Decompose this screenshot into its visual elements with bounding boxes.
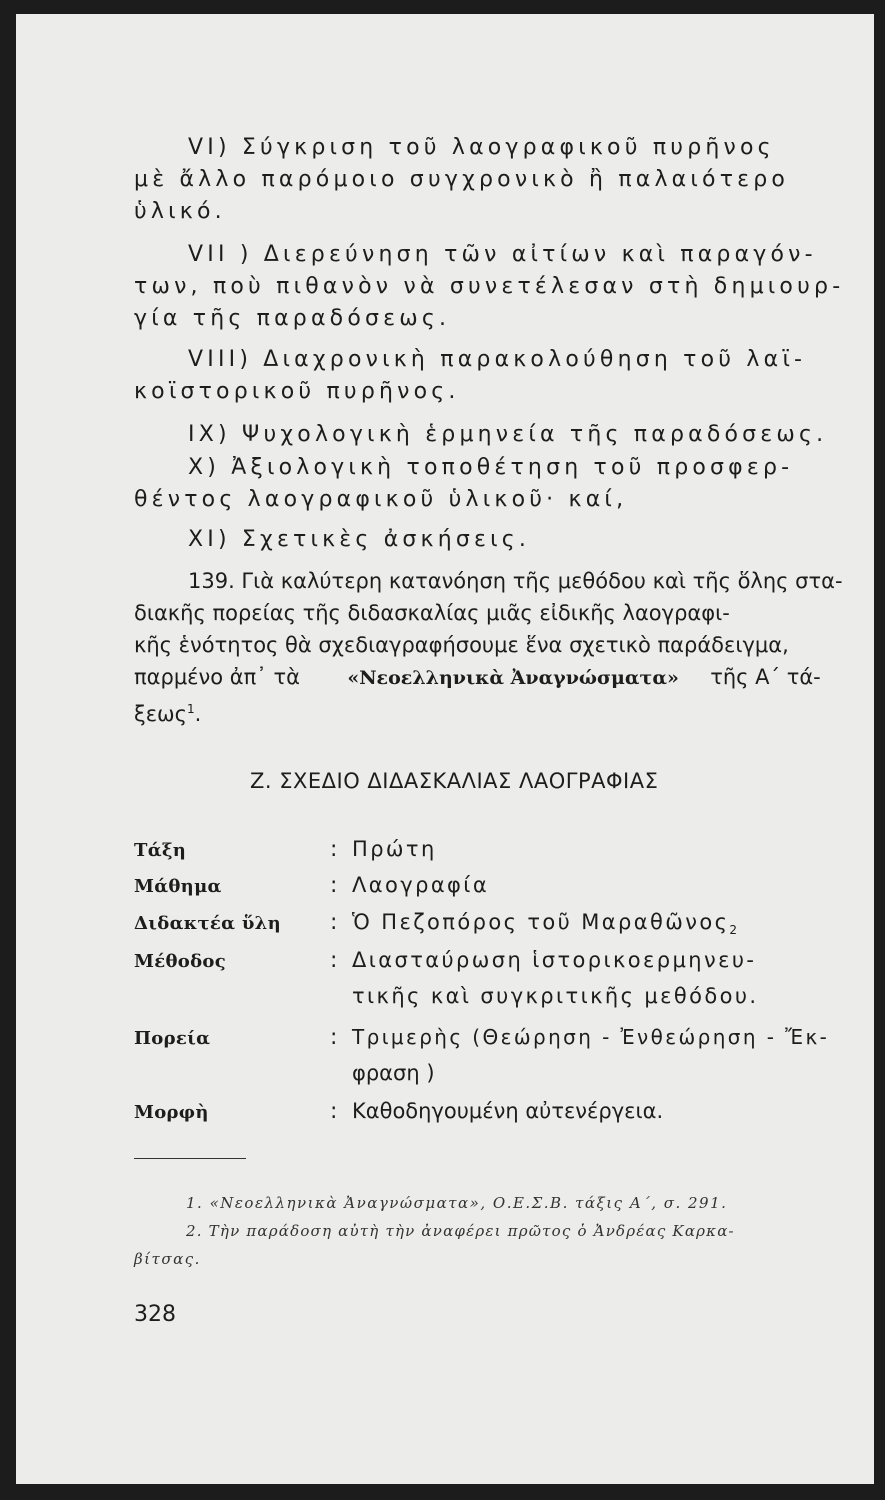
footnote-2-line2: βίτσας.	[134, 1250, 201, 1268]
section-heading: Ζ. ΣΧΕΔΙΟ ΔΙΔΑΣΚΑΛΙΑΣ ΛΑΟΓΡΑΦΙΑΣ	[250, 769, 659, 793]
colon: :	[330, 948, 338, 973]
p139-line4-end: τῆς Α΄ τά-	[710, 665, 821, 689]
footnote-ref-1: 1	[186, 702, 195, 716]
item-ix-line1: IX) Ψυχολογικὴ ἑρμηνεία τῆς παραδόσεως.	[188, 422, 828, 447]
item-x-line2: θέντος λαογραφικοῦ ὑλικοῦ· καί,	[134, 487, 628, 512]
p139-line4-start: παρμένο ἀπ᾽ τὰ	[134, 665, 300, 689]
colon: :	[330, 873, 338, 898]
value-course-line1: Τριμερὴς (Θεώρηση - Ἐνθεώρηση - Ἔκ-	[352, 1025, 830, 1049]
footnote-1: 1. «Νεοελληνικὰ Ἀναγνώσματα», Ο.Ε.Σ.Β. τάξις Α΄, σ. 291.	[186, 1194, 728, 1212]
value-subject: Λαογραφία	[352, 873, 490, 897]
item-vi-line1: VI) Σύγκριση τοῦ λαογραφικοῦ πυρῆνος	[188, 135, 775, 160]
value-course-line2: φραση )	[352, 1061, 435, 1085]
footnote-2-line1: 2. Τὴν παράδοση αὐτὴ τὴν ἀναφέρει πρῶτος ὁ Ἀνδρέας Καρκα-	[186, 1222, 735, 1240]
p139-line5-end: .	[194, 702, 202, 726]
item-xi-line1: XI) Σχετικὲς ἀσκήσεις.	[188, 527, 531, 552]
book-title-reference: «Νεοελληνικὰ Ἀναγνώσματα»	[347, 667, 679, 689]
p139-line1: 139. Γιὰ καλύτερη κατανόηση τῆς μεθόδου καὶ τῆς ὅλης στα-	[188, 569, 843, 593]
label-method: Μέθοδος	[134, 951, 226, 972]
colon: :	[330, 1025, 338, 1050]
label-material: Διδακτέα ὕλη	[134, 913, 281, 934]
p139-line3: κῆς ἑνότητος θὰ σχεδιαγραφήσουμε ἕνα σχετικὸ παράδειγμα,	[134, 633, 789, 657]
footnote-ref-2: 2	[729, 923, 740, 938]
page-number: 328	[134, 1302, 176, 1327]
value-material-text: Ὁ Πεζοπόρος τοῦ Μαραθῶνος	[352, 910, 730, 934]
value-form: Καθοδηγουμένη αὐτενέργεια.	[352, 1099, 664, 1123]
value-method-line2: τικῆς καὶ συγκριτικῆς μεθόδου.	[352, 984, 759, 1008]
item-vi-line2: μὲ ἄλλο παρόμοιο συγχρονικὸ ἢ παλαιότερο	[134, 167, 790, 192]
value-class: Πρώτη	[352, 837, 437, 861]
p139-line4	[134, 662, 821, 693]
label-form: Μορφὴ	[134, 1102, 209, 1123]
colon: :	[330, 910, 338, 935]
item-vii-line2: των, ποὺ πιθανὸν νὰ συνετέλεσαν στὴ δημιουρ-	[134, 274, 845, 299]
item-viii-line2: κοϊστορικοῦ πυρῆνος.	[134, 379, 460, 404]
item-vii-line1: VII ) Διερεύνηση τῶν αἰτίων καὶ παραγόν-	[188, 242, 817, 267]
p139-line2: διακῆς πορείας τῆς διδασκαλίας μιᾶς εἰδικῆς λαογραφι-	[134, 601, 730, 625]
value-method-line1: Διασταύρωση ἱστορικοερμηνευ-	[352, 948, 757, 972]
colon: :	[330, 837, 338, 862]
item-vi-line3: ὑλικό.	[134, 199, 226, 224]
item-x-line1: X) Ἀξιολογικὴ τοποθέτηση τοῦ προσφερ-	[188, 455, 794, 480]
colon: :	[330, 1099, 338, 1124]
value-material	[352, 910, 739, 937]
p139-line5	[134, 694, 201, 729]
label-subject: Μάθημα	[134, 876, 222, 897]
label-course: Πορεία	[134, 1028, 211, 1049]
p139-line5-text: ξεως	[134, 702, 187, 726]
item-vii-line3: γία τῆς παραδόσεως.	[134, 306, 451, 331]
footnote-divider	[134, 1158, 246, 1159]
item-viii-line1: VIII) Διαχρονικὴ παρακολούθηση τοῦ λαϊ-	[188, 347, 807, 372]
label-class: Τάξη	[134, 840, 187, 861]
